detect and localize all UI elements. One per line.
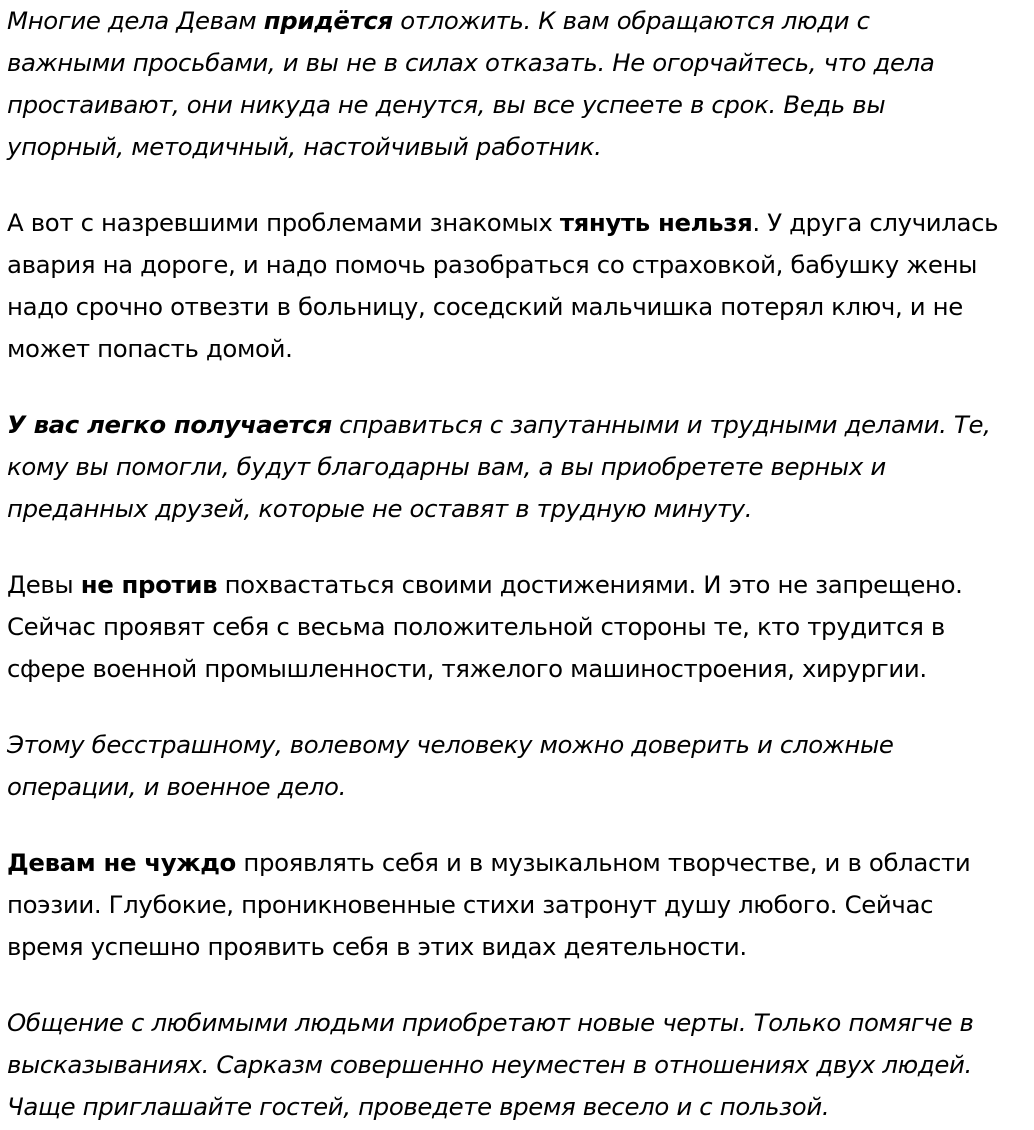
paragraph-relationships (7, 1002, 1033, 1128)
emphasis-text: Девам не чуждо (7, 848, 236, 877)
text-line: А вот с назревшими проблемами знакомых тянуть нельзя. У друга случилась (7, 208, 999, 237)
text-line: Многие дела Девам придётся отложить. К вам обращаются люди с (7, 6, 870, 35)
text-line: высказываниях. Сарказм совершенно неуместен в отношениях двух людей. (7, 1050, 972, 1079)
text-line: Этому бесстрашному, волевому человеку можно доверить и сложные (7, 730, 894, 759)
paragraph-postponed-tasks (7, 0, 1033, 168)
text-line: время успешно проявить себя в этих видах деятельности. (7, 932, 747, 961)
emphasis-text: тянуть нельзя (559, 208, 753, 237)
text-line: кому вы помогли, будут благодарны вам, а вы приобретете верных и (7, 452, 886, 481)
text-line: авария на дороге, и надо помочь разобраться со страховкой, бабушку жены (7, 250, 978, 279)
text-line: Девам не чуждо проявлять себя и в музыкальном творчестве, и в области (7, 848, 971, 877)
paragraph-friends-problems (7, 202, 1033, 370)
text-line: Чаще приглашайте гостей, проведете время весело и с пользой. (7, 1092, 830, 1121)
text-line: простаивают, они никуда не денутся, вы все успеете в срок. Ведь вы (7, 90, 886, 119)
text-line: операции, и военное дело. (7, 772, 346, 801)
paragraph-achievements (7, 564, 1033, 690)
emphasis-text: придётся (263, 6, 393, 35)
text-line: Девы не против похвастаться своими достижениями. И это не запрещено. (7, 570, 963, 599)
text-line: важными просьбами, и вы не в силах отказать. Не огорчайтесь, что дела (7, 48, 935, 77)
paragraph-complex-tasks (7, 404, 1033, 530)
text-line: упорный, методичный, настойчивый работник. (7, 132, 602, 161)
text-line: Сейчас проявят себя с весьма положительной стороны те, кто трудится в (7, 612, 945, 641)
text-line: поэзии. Глубокие, проникновенные стихи затронут душу любого. Сейчас (7, 890, 934, 919)
paragraph-brave-person (7, 724, 1033, 808)
paragraph-creativity (7, 842, 1033, 968)
emphasis-text: У вас легко получается (7, 410, 332, 439)
text-line: надо срочно отвезти в больницу, соседский мальчишка потерял ключ, и не (7, 292, 963, 321)
emphasis-text: не против (80, 570, 218, 599)
text-line: может попасть домой. (7, 334, 293, 363)
text-line: преданных друзей, которые не оставят в трудную минуту. (7, 494, 753, 523)
text-line: У вас легко получается справиться с запутанными и трудными делами. Те, (7, 410, 991, 439)
text-line: Общение с любимыми людьми приобретают новые черты. Только помягче в (7, 1008, 974, 1037)
text-line: сфере военной промышленности, тяжелого машиностроения, хирургии. (7, 654, 927, 683)
